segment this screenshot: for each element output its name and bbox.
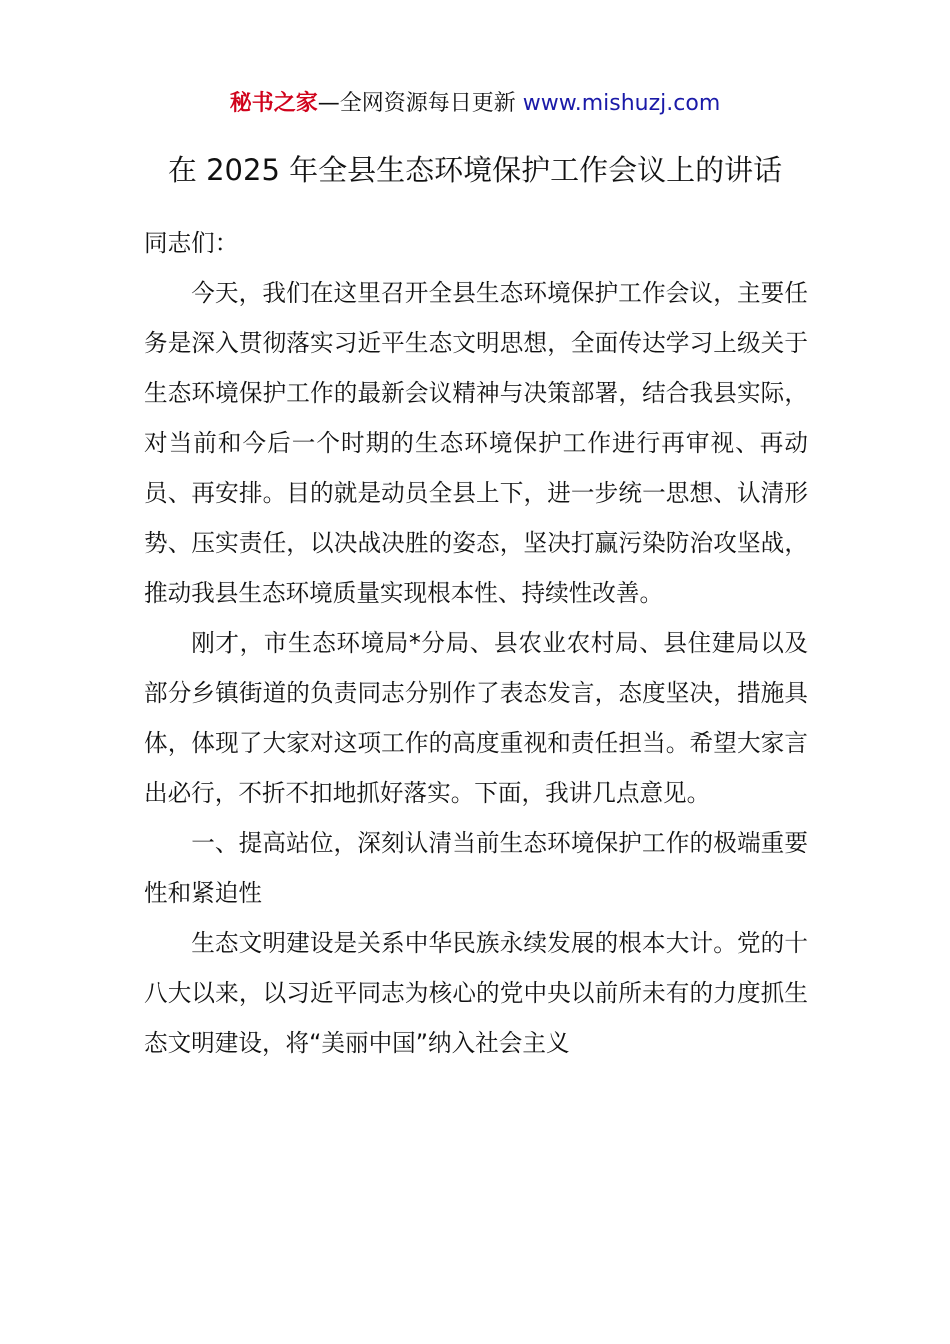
paragraph-1: 今天，我们在这里召开全县生态环境保护工作会议，主要任务是深入贯彻落实习近平生态文明思想，全面传达学习上级关于生态环境保护工作的最新会议精神与决策部署，结合我县实际，对当前和今后一个时期的生态环境保护工作进行再审视、再动员、再安排。目的就是动员全县上下，进一步统一思想、认清形势、压实责任，以决战决胜的姿态，坚决打赢污染防治攻坚战，推动我县生态环境质量实现根本性、持续性改善。 xyxy=(144,279,808,607)
site-slogan: —全网资源每日更新 xyxy=(317,91,523,116)
site-header xyxy=(0,88,950,120)
site-url-link[interactable]: www.mishuzj.com xyxy=(522,91,721,116)
document-body xyxy=(144,218,808,1068)
salutation: 同志们： xyxy=(144,229,239,257)
document-title: 在 2025 年全县生态环境保护工作会议上的讲话 xyxy=(167,153,783,187)
paragraph-2: 刚才，市生态环境局*分局、县农业农村局、县住建局以及部分乡镇街道的负责同志分别作了表态发言，态度坚决，措施具体，体现了大家对这项工作的高度重视和责任担当。希望大家言出必行，不折不扣地抓好落实。下面，我讲几点意见。 xyxy=(144,629,808,807)
paragraph-3: 生态文明建设是关系中华民族永续发展的根本大计。党的十八大以来，以习近平同志为核心的党中央以前所未有的力度抓生态文明建设，将“美丽中国”纳入社会主义 xyxy=(144,929,808,1057)
section-heading-1: 一、提高站位，深刻认清当前生态环境保护工作的极端重要性和紧迫性 xyxy=(144,829,808,907)
site-brand: 秘书之家 xyxy=(229,91,318,116)
